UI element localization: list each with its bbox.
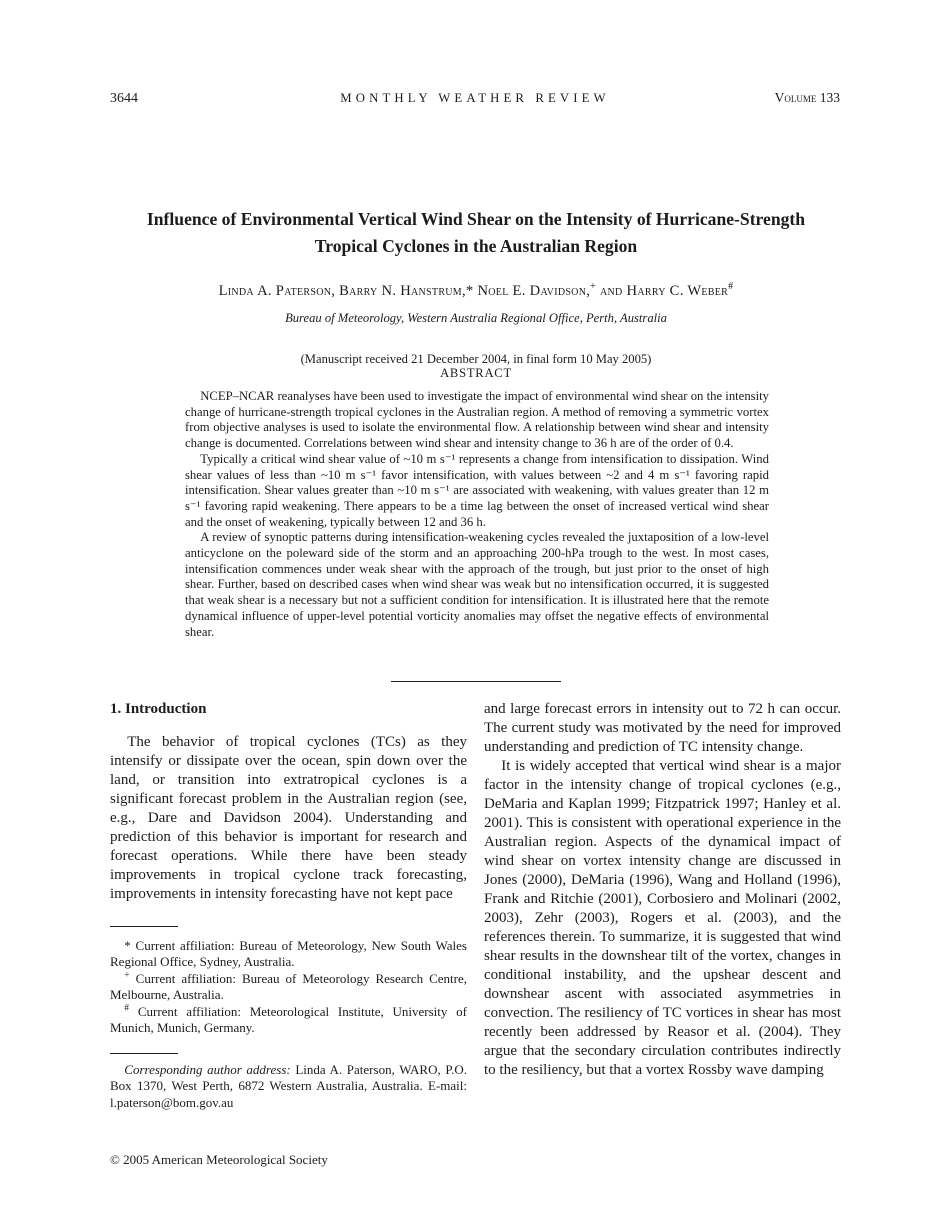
correspondence-rule [110,1053,178,1054]
affiliation: Bureau of Meteorology, Western Australia Regional Office, Perth, Australia [285,311,667,325]
body-paragraph: and large forecast errors in intensity out to 72 h can occur. The current study was motivated by the need for improved understanding and prediction of TC intensity change. [484,701,841,755]
running-head [110,90,840,107]
footnote-marker-asterisk: * [124,938,131,953]
footnote-item [110,938,467,971]
body-paragraph: It is widely accepted that vertical wind shear is a major factor in the intensity change of tropical cyclones (e.g., DeMaria and Kaplan 1999; Fitzpatrick 1997; Hanley et al. 2001). This is consistent with operational experience in the Australian region. Aspects of the dynamical impact of wind shear on vortex intensity change are discussed in Jones (2000), DeMaria (1996), Wang and Holland (1996), Frank and Ritchie (2001), Corbosiero and Molinari (2002, 2003), Zehr (2003), Rogers et al. (2003), and the references therein. To summarize, it is suggested that wind shear results in the downshear tilt of the vortex, changes in conditional instability, and the upshear descent and downshear ascent with associated asymmetries in convection. The resiliency of TC vortices in shear has most recently been addressed by Reasor et al. (2004). They argue that the secondary circulation contributes indirectly to the resiliency, but that a vortex Rossby wave damping [484,758,841,1078]
abstract-paragraph: NCEP–NCAR reanalyses have been used to investigate the impact of environmental wind shear on the intensity change of hurricane-strength tropical cyclones in the Australian region. A method of removing a symmetric vortex from objective analyses is used to isolate the environmental flow. A relationship between wind shear and intensity change is documented. Correlations between wind shear and intensity change to 36 h are of the order of 0.4. [185,389,769,451]
footnote-text: Current affiliation: Meteorological Institute, University of Munich, Munich, Germany. [110,1003,467,1036]
correspondence-block [110,1062,467,1111]
footnote-item [110,1004,467,1037]
footnote-text: Current affiliation: Bureau of Meteorology, New South Wales Regional Office, Sydney, Australia. [110,938,467,970]
footnote-rule [110,926,178,927]
article-title-line-2: Tropical Cyclones in the Australian Region [314,236,638,256]
abstract-paragraph: Typically a critical wind shear value of ~10 m s⁻¹ represents a change from intensification to dissipation. Wind shear values of less than ~10 m s⁻¹ favor intensification, with values between ~2 and 4 m s⁻¹ favoring rapid intensification. Shear values greater than ~10 m s⁻¹ are associated with weakening, with values greater than 12 m s⁻¹ favoring rapid weakening. There appears to be a time lag between the onset of increased vertical wind shear and the onset of weakening, typically between 12 and 36 h. [185,451,769,529]
page-number: 3644 [110,91,138,106]
author-footnote-plus: + [590,281,597,293]
volume-label: Volume 133 [774,90,840,105]
footnote-marker-hash: # [124,1003,130,1014]
correspondence-text: Linda A. Paterson, WARO, P.O. Box 1370, West Perth, 6872 Western Australia, Australia. E-mail: l.paterson@bom.gov.au [110,1062,468,1110]
footnote-text: Current affiliation: Bureau of Meteorology Research Centre, Melbourne, Australia. [110,970,467,1003]
right-column [484,700,841,1080]
abstract-paragraph: A review of synoptic patterns during intensification-weakening cycles revealed the juxtaposition of a low-level anticyclone on the poleward side of the storm and an approaching 200-hPa trough to the west. In most cases, intensification commences under weak shear with the approach of the trough, but just prior to the onset of high shear. Further, based on described cases when wind shear was weak but no intensification occurred, it is suggested that weak shear is a necessary but not a sufficient condition for intensification. It is illustrated here that the remote dynamical influence of upper-level potential vorticity anomalies may offset the negative effects of environmental shear. [185,530,769,639]
journal-title: MONTHLY WEATHER REVIEW [340,91,610,105]
abstract-divider-rule [391,681,561,682]
author-names-2: and Harry C. Weber [596,283,729,299]
footnotes [110,938,467,1036]
section-1-heading: 1. Introduction [110,701,207,717]
footnote-marker-plus: + [124,970,130,981]
author-footnote-hash: # [728,281,734,293]
author-byline [106,283,846,300]
correspondence-label: Corresponding author address: [124,1062,291,1077]
manuscript-history: (Manuscript received 21 December 2004, in final form 10 May 2005) [300,352,652,366]
left-column [110,700,467,904]
abstract-body [185,389,769,640]
copyright-line: © 2005 American Meteorological Society [110,1152,328,1167]
article-title-line-1: Influence of Environmental Vertical Wind Shear on the Intensity of Hurricane-Strength [146,209,806,229]
author-names: Linda A. Paterson, Barry N. Hanstrum,* Noel E. Davidson, [218,283,591,299]
abstract-heading: ABSTRACT [440,366,512,380]
footnote-item [110,971,467,1004]
title-block [106,206,846,367]
body-paragraph: The behavior of tropical cyclones (TCs) as they intensify or dissipate over the ocean, spin down over the land, or transition into extratropical cyclones is a significant forecast problem in the Australian region (see, e.g., Dare and Davidson 2004). Understanding and prediction of this behavior is important for research and forecast operations. While there have been steady improvements in tropical cyclone track forecasting, improvements in intensity forecasting have not kept pace [110,734,467,902]
